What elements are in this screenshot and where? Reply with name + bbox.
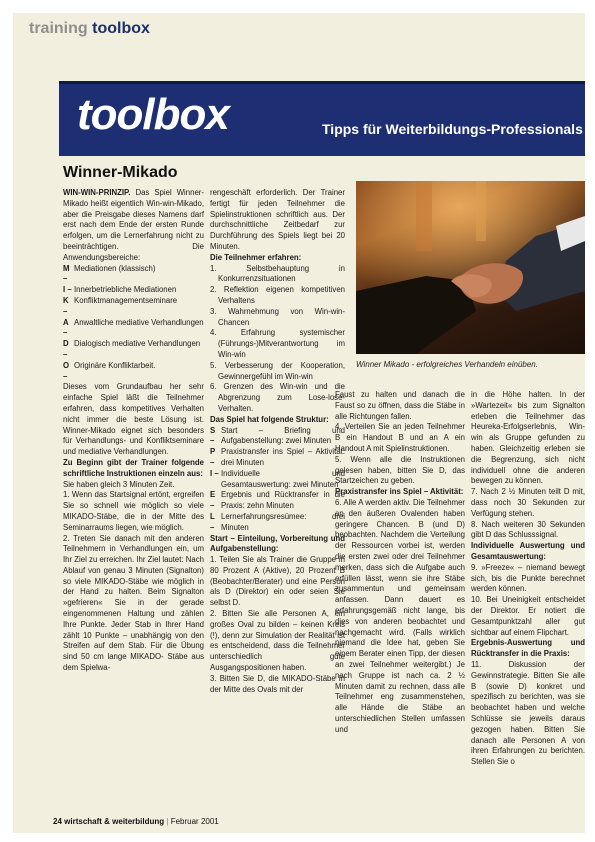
application-areas-list [63,264,204,383]
list-item [63,318,204,340]
numbered-item: 5. Wenn alle die Instruktionen gelesen haben, bitten Sie D, das Startzeichen zu geben. [335,454,465,486]
banner-title: toolbox [77,90,229,139]
intro-lead: WIN-WIN-PRINZIP. [63,188,131,197]
intro-paragraph [63,188,204,264]
handshake-illustration [356,181,585,354]
list-key: L – [210,511,215,532]
paragraph: Faust zu halten und danach die Faust so zu öffnen, dass die Stäbe in alle Richtungen fallen. [335,390,465,421]
list-text: Originäre Konfliktarbeit. [74,360,156,370]
list-text: Start – Briefing und Aufgabenstellung: zwei Minuten [221,425,345,446]
numbered-item: 6. Grenzen des Win-win und die Abgrenzung zum Lose-lose-Verhalten. [210,382,345,413]
list-item [210,490,345,512]
toolbox-banner [59,81,585,156]
list-item [210,447,345,469]
subheading: Praxistransfer ins Spiel – Aktivität: [335,487,464,497]
article-column-4 [471,390,585,768]
section-header-word2: toolbox [92,20,150,37]
list-key: S – [210,425,216,446]
numbered-item: 5. Verbesserung der Kooperation, Gewinnergefühl im Win-win [210,360,345,381]
list-text: Dialogisch mediative Verhandlungen [74,339,201,349]
list-text: Ergebnis und Rücktransfer in die Praxis: zehn Minuten [221,490,345,511]
handshake-photo [356,181,585,354]
subheading: Start – Einteilung, Vorbereitung und Aufgabenstellung: [210,533,345,554]
subheading: Individuelle Auswertung und Gesamtauswertung: [471,541,585,561]
list-key: D – [63,339,69,359]
article-title: Winner-Mikado [63,164,178,181]
list-text: Anwaltliche mediative Verhandlungen [74,317,204,327]
numbered-item: 6. Alle A werden aktiv. Die Teilnehmer an den äußeren Ovalenden haben geringere Chancen. B (und D) beobachten. Nachdem die Verteilung der Ressourcen vorbei ist, werden die ersten zwei oder drei Teilnehmer merken, dass sich die Aufgabe auch erfüllen lässt, wenn sie ihre Stäbe zusammentun und gemeinsam anfassen. Dann dauert es erfahrungsgemäß nicht lange, bis dies von anderen beobachtet und nachgemacht wird. (Falls wirklich niemand die Idee hat, geben Sie einem Berater einen Tipp, der diesen an zwei Teilnehmer weitergibt.) Je nach Gruppe ist nach ca. 2 ½ Minuten damit zu rechnen, dass alle Teilnehmer eng zusammenstehen, alle Hände die Stäbe an unterschiedlichen Stellen umfassen und [335,497,465,734]
structure-list [210,426,345,534]
list-text: Mediationen (klassisch) [74,263,156,273]
paragraph: Dieses vom Grundaufbau her sehr einfache Spiel läßt die Teilnehmer erfahren, dass kompetitives Verhalten nicht immer die beste Lösung ist. Winner-Mikado eignet sich besonders für Verhandlungs- und Konfliktseminare und mediative Verhandlungen. [63,382,204,457]
numbered-item: 2. Treten Sie danach mit den anderen Teilnehmern in Verhandlungen ein, um Ihr Ziel zu erreichen. Ihr Ziel lautet: Nach Ablauf von genau 3 Minuten (Signalton) so viele MIKADO-Stäbe wie möglich in der Hand zu halten. Beim Signalton »gefrieren« Sie in der gerade eingenommenen Haltung und zählen Ihre Punkte. Jeder Stab in Ihrer Hand zählt 10 Punkte – unabhängig von den Streifen auf dem Stab. Für die Übung sind 50 cm lange MIKADO- Stäbe aus dem Spielwa- [63,533,204,673]
page-number: 24 [53,817,62,826]
photo-caption: Winner Mikado - erfolgreiches Verhandeln einüben. [356,360,538,369]
numbered-item: 9. »Freeze« – niemand bewegt sich, bis die Punkte berechnet werden können. [471,562,585,594]
list-key: I – [63,285,72,295]
numbered-item: 1. Wenn das Startsignal ertönt, ergreifen Sie so schnell wie möglich so viele MIKADO-Stäbe, die in der Mitte des Seminarraums liegen, wie möglich. [63,490,204,532]
subheading: Ergebnis-Auswertung und Rücktransfer in die Praxis: [471,638,585,659]
list-item [63,296,204,318]
numbered-item: 1. Teilen Sie als Trainer die Gruppe in 80 Prozent A (Aktive), 20 Prozent B (Beobachter/Berater) und eine Person als D (Direktor) ein oder seien Sie selbst D. [210,555,345,608]
list-key: P – [210,447,216,467]
numbered-item: 8. Nach weiteren 30 Sekunden gibt D das Schlusssignal. [471,519,585,540]
list-item [210,426,345,448]
numbered-item: 11. Diskussion der Gewinnstrategie. Bitten Sie alle B (sowie D) konkret und spezifisch zu berichten, was sie beobachtet haben und welche Schlüsse sie jeweils daraus gezogen haben. Bitten Sie danach alle Personen A von ihren Erfahrungen zu berichten. Stellen Sie o [471,659,585,767]
list-text: Individuelle und Gesamtauswertung: zwei Minuten [221,468,345,489]
list-item [63,285,204,296]
list-key: A – [63,317,69,338]
list-text: Innerbetriebliche Mediationen [74,285,177,295]
list-text: Praxistransfer ins Spiel – Aktivität: drei Minuten [221,447,345,467]
issue-date: Februar 2001 [170,817,219,826]
subheading: Zu Beginn gibt der Trainer folgende schriftliche Instruktionen einzeln aus: [63,457,204,478]
magazine-page [13,13,585,833]
subheading: Das Spiel hat folgende Struktur: [210,414,329,424]
article-column-3 [335,390,465,736]
numbered-item: 2. Bitten Sie alle Personen A, ein großes Oval zu bilden – keinen Kreis (!), denn zur Simulation der Realität ist es entscheidend, dass die Teilnehmer unterschiedlich gute Ausgangspositionen haben. [210,609,345,673]
list-key: E – [210,490,216,511]
numbered-item: 7. Nach 2 ½ Minuten teilt D mit, dass noch 30 Sekunden zur Verfügung stehen. [471,487,585,518]
section-header [29,20,150,38]
footer-separator: | [166,817,169,826]
paragraph: Sie haben gleich 3 Minuten Zeit. [63,479,175,489]
numbered-item: 4. Verteilen Sie an jeden Teilnehmer B ein Handout B und an A ein Handout A mit Spielinstruktionen. [335,422,465,453]
magazine-name: wirtschaft & weiterbildung [64,817,165,826]
list-item [63,264,204,286]
list-key: I – [210,468,219,478]
numbered-item: 3. Bitten Sie D, die MIKADO-Stäbe in der Mitte des Ovals mit der [210,673,345,694]
numbered-item: 2. Reflektion eigenen kompetitiven Verhaltens [210,285,345,305]
list-text: Konfliktmanagementseminare [74,295,178,305]
numbered-item: 1. Selbstbehauptung in Konkurrenzsituationen [210,263,345,284]
list-key: K – [63,295,69,316]
list-key: O – [63,360,70,381]
article-column-1 [63,188,204,674]
article-column-2 [210,188,345,695]
numbered-item: 3. Wahrnehmung von Win-win-Chancen [210,306,345,327]
paragraph: rengeschäft erforderlich. Der Trainer fertigt für jeden Teilnehmer die Spielinstruktionen schriftlich aus. Der durchschnittliche Zeitbedarf zur Durchführung des Spiels liegt bei 20 Minuten. [210,188,345,251]
list-item [63,339,204,361]
page-footer [53,817,219,826]
subheading: Die Teilnehmer erfahren: [210,252,302,262]
banner-subtitle: Tipps für Weiterbildungs-Professionals [322,121,583,137]
list-key: M – [63,263,70,284]
numbered-item: 10. Bei Uneinigkeit entscheidet der Direktor. Er notiert die Gesamtpunktzahl aller gut sichtbar auf einem Flipchart. [471,595,585,637]
list-item [210,469,345,491]
intro-text: Das Spiel Winner-Mikado heißt eigentlich Win-win-Mikado, aber die Preisgabe dieses Namens darf erst nach dem Ende der ersten Runde erfolgen, um die Lernerfahrung nicht zu beeinträchtigen. Die Anwendungsbereiche: [63,188,204,262]
list-text: Lernerfahrungsresümee: drei Minuten [221,511,345,532]
list-item [210,512,345,534]
section-header-word1: training [29,20,88,37]
paragraph: in die Höhe halten. In der »Wartezeit« bis zum Signalton erleben die Teilnehmer das Heureka-Erfolgserlebnis, Win-win als Gruppe gefunden zu haben. Gleichzeitig erleben sie die Begrenzung, sich nicht individuell ohne die anderen bewegen zu können. [471,390,585,486]
list-item [63,361,204,383]
numbered-item: 4. Erfahrung systemischer (Führungs-)Mitverantwortung im Win-win [210,328,345,359]
